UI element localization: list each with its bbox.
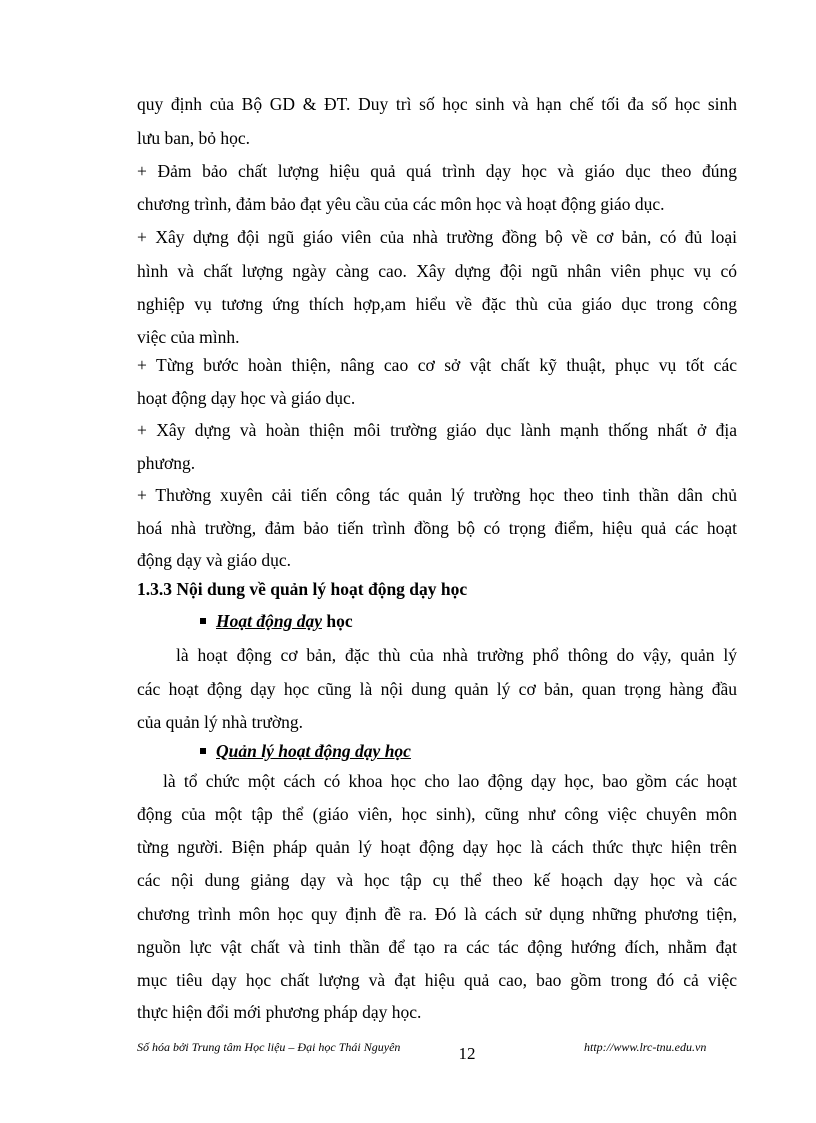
- text-line: + Thường xuyên cải tiến công tác quản lý trường học theo tinh thần dân chủ: [137, 485, 737, 505]
- text-line: động của một tập thể (giáo viên, học sinh), cũng như công việc chuyên môn: [137, 804, 737, 824]
- text-line: các nội dung giảng dạy và học tập cụ thể theo kế hoạch dạy học và các: [137, 870, 737, 890]
- text-line: động dạy và giáo dục.: [137, 550, 292, 570]
- bullet-rest: học: [321, 611, 353, 631]
- footer-url: http://www.lrc-tnu.edu.vn: [584, 1040, 707, 1054]
- footer-source: Số hóa bởi Trung tâm Học liệu – Đại học Thái Nguyên: [137, 1040, 401, 1054]
- text-line: các hoạt động dạy học cũng là nội dung quản lý cơ bản, quan trọng hàng đầu: [137, 679, 737, 699]
- square-bullet-icon: [200, 618, 206, 624]
- text-line: + Đảm bảo chất lượng hiệu quả quá trình dạy học và giáo dục theo đúng: [137, 161, 737, 181]
- text-line: hoá nhà trường, đảm bảo tiến trình đồng bộ có trọng điểm, hiệu quả các hoạt: [137, 518, 737, 538]
- text-line: phương.: [137, 453, 196, 473]
- text-line: + Từng bước hoàn thiện, nâng cao cơ sở vật chất kỹ thuật, phục vụ tốt các: [137, 355, 737, 375]
- text-line: việc của mình.: [137, 327, 240, 347]
- page-number: 12: [458, 1044, 476, 1063]
- text-line: của quản lý nhà trường.: [137, 712, 303, 732]
- bullet-emphasis: Hoạt động dạy: [216, 611, 322, 631]
- text-line: + Xây dựng đội ngũ giáo viên của nhà trường đồng bộ về cơ bản, có đủ loại: [137, 227, 737, 247]
- text-line: chương trình, đảm bảo đạt yêu cầu của các môn học và hoạt động giáo dục.: [137, 194, 665, 214]
- bullet-item: [200, 740, 411, 762]
- text-line: nghiệp vụ tương ứng thích hợp,am hiểu về đặc thù của giáo dục trong công: [137, 294, 737, 314]
- text-line: quy định của Bộ GD & ĐT. Duy trì số học sinh và hạn chế tối đa số học sinh: [137, 94, 737, 114]
- text-line: hoạt động dạy học và giáo dục.: [137, 388, 356, 408]
- text-line: thực hiện đổi mới phương pháp dạy học.: [137, 1002, 422, 1022]
- text-line: từng người. Biện pháp quản lý hoạt động dạy học là cách thức thực hiện trên: [137, 837, 737, 857]
- square-bullet-icon: [200, 748, 206, 754]
- text-line: chương trình môn học quy định đề ra. Đó là cách sử dụng những phương tiện,: [137, 904, 737, 924]
- bullet-item: [200, 610, 353, 632]
- text-line: là tổ chức một cách có khoa học cho lao động dạy học, bao gồm các hoạt: [163, 771, 737, 791]
- section-heading: 1.3.3 Nội dung về quản lý hoạt động dạy học: [137, 579, 468, 599]
- text-line: mục tiêu dạy học chất lượng và đạt hiệu quả cao, bao gồm trong đó cả việc: [137, 970, 737, 990]
- text-line: lưu ban, bỏ học.: [137, 128, 251, 148]
- text-line: hình và chất lượng ngày càng cao. Xây dựng đội ngũ nhân viên phục vụ có: [137, 261, 737, 281]
- bullet-emphasis: Quản lý hoạt động dạy học: [216, 741, 411, 761]
- text-line: nguồn lực vật chất và tinh thần để tạo ra các tác động hướng đích, nhằm đạt: [137, 937, 737, 957]
- text-line: là hoạt động cơ bản, đặc thù của nhà trường phổ thông do vậy, quản lý: [176, 645, 737, 665]
- text-line: + Xây dựng và hoàn thiện môi trường giáo dục lành mạnh thống nhất ở địa: [137, 420, 737, 440]
